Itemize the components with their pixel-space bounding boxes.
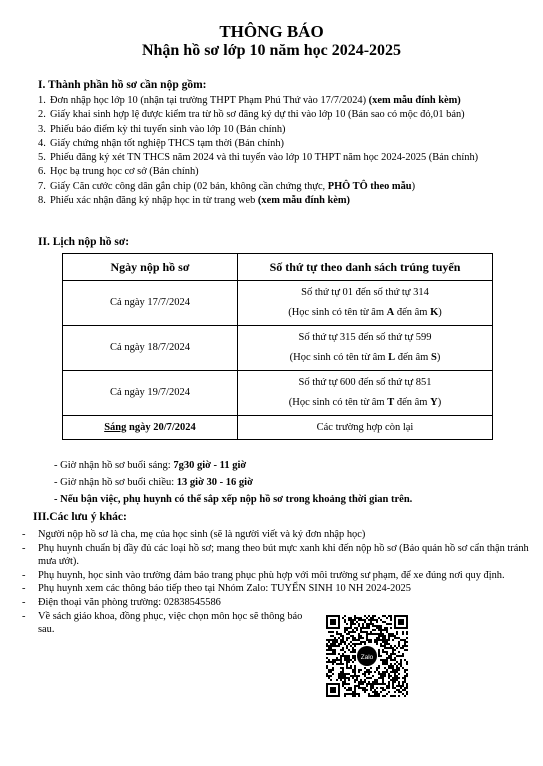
list-item: 2. Giấy khai sinh hợp lệ được kiểm tra từ hồ sơ đăng ký dự thi vào lớp 10 (Bản sao có mộc đỏ,01 bản) — [38, 109, 465, 121]
note-item: - Phụ huynh chuẩn bị đầy đủ các loại hồ sơ; mang theo bút mực xanh khi đến nộp hồ sơ (Bảo quản hồ sơ cẩn thận tránh mưa ướt). — [22, 542, 529, 568]
notice-subtitle: Nhận hồ sơ lớp 10 năm học 2024-2025 — [141, 42, 402, 59]
table-cell-range: Các trường hợp còn lại — [238, 416, 493, 440]
section1-heading: I. Thành phần hồ sơ cần nộp gồm: — [38, 79, 207, 91]
section3-heading: III.Các lưu ý khác: — [33, 511, 127, 523]
zalo-qr-code — [326, 615, 408, 697]
note-item: - Điện thoại văn phòng trường: 02838545586 — [22, 596, 221, 608]
list-item: 1. Đơn nhập học lớp 10 (nhận tại trường THPT Phạm Phú Thứ vào 17/7/2024) (xem mẫu đính kèm) — [38, 95, 461, 106]
range-text: Số thứ tự 600 đến số thứ tự 851 — [298, 377, 432, 388]
list-item: 3. Phiếu báo điểm kỳ thi tuyển sinh vào lớp 10 (Bản chính) — [38, 123, 286, 135]
table-cell-date: Sáng ngày 20/7/2024 — [63, 416, 238, 440]
document-requirements-list — [38, 94, 533, 208]
list-item: 8. Phiếu xác nhận đăng ký nhập học in từ trang web (xem mẫu đính kèm) — [38, 195, 350, 207]
table-cell-date: Cả ngày 18/7/2024 — [63, 326, 238, 371]
table-row — [63, 281, 493, 326]
table-row — [63, 416, 493, 440]
schedule-table — [62, 253, 493, 440]
busy-note: - Nếu bận việc, phụ huynh có thể sắp xếp nộp hồ sơ trong khoảng thời gian trên. — [54, 494, 413, 505]
table-cell-date: Cả ngày 17/7/2024 — [63, 281, 238, 326]
notes-list — [22, 528, 532, 637]
notice-title: THÔNG BÁO — [219, 22, 324, 41]
afternoon-hours: - Giờ nhận hồ sơ buổi chiều: 13 giờ 30 - 16 giờ — [54, 477, 253, 488]
range-text: Số thứ tự 01 đến số thứ tự 314 — [301, 287, 429, 298]
table-cell-range — [238, 326, 493, 371]
list-item: 4. Giấy chứng nhận tốt nghiệp THCS tạm thời (Bản chính) — [38, 137, 285, 149]
table-row — [63, 326, 493, 371]
note-item: - Người nộp hồ sơ là cha, mẹ của học sinh (sẽ là người viết và ký đơn nhập học) — [22, 529, 366, 540]
table-row — [63, 371, 493, 416]
name-range-text: (Học sinh có tên từ âm A đến âm K) — [288, 307, 442, 318]
table-cell-range — [238, 281, 493, 326]
list-item: 5. Phiếu đăng ký xét TN THCS năm 2024 và thi tuyển vào lớp 10 THPT năm học 2024-2025 (Bản chính) — [38, 152, 479, 164]
name-range-text: (Học sinh có tên từ âm T đến âm Y) — [288, 397, 442, 408]
range-text: Số thứ tự 315 đến số thứ tự 599 — [298, 332, 432, 343]
list-item: 7. Giấy Căn cước công dân gắn chip (02 bản, không cần chứng thực, PHÔ TÔ theo mẫu) — [38, 180, 416, 192]
table-header-date: Ngày nộp hồ sơ — [63, 254, 238, 281]
list-item: 6. Học bạ trung học cơ sở (Bản chính) — [38, 166, 199, 178]
section2-heading: II. Lịch nộp hồ sơ: — [38, 236, 130, 248]
table-header-order: Số thứ tự theo danh sách trúng tuyển — [238, 254, 493, 281]
zalo-logo-label: Zalo — [360, 654, 374, 661]
name-range-text: (Học sinh có tên từ âm L đến âm S) — [289, 352, 441, 363]
table-cell-date: Cả ngày 19/7/2024 — [63, 371, 238, 416]
morning-hours: - Giờ nhận hồ sơ buổi sáng: 7g30 giờ - 11 giờ — [54, 460, 247, 471]
note-item: - Phụ huynh, học sinh vào trường đảm bảo trang phục phù hợp với môi trường sư phạm, để xe đúng nơi quy định. — [22, 569, 505, 581]
note-item: - Phụ huynh xem các thông báo tiếp theo tại Nhóm Zalo: TUYỂN SINH 10 NH 2024-2025 — [22, 583, 411, 595]
table-cell-range — [238, 371, 493, 416]
note-item: - Về sách giáo khoa, đồng phục, việc chọn môn học sẽ thông báo sau. — [22, 610, 303, 636]
